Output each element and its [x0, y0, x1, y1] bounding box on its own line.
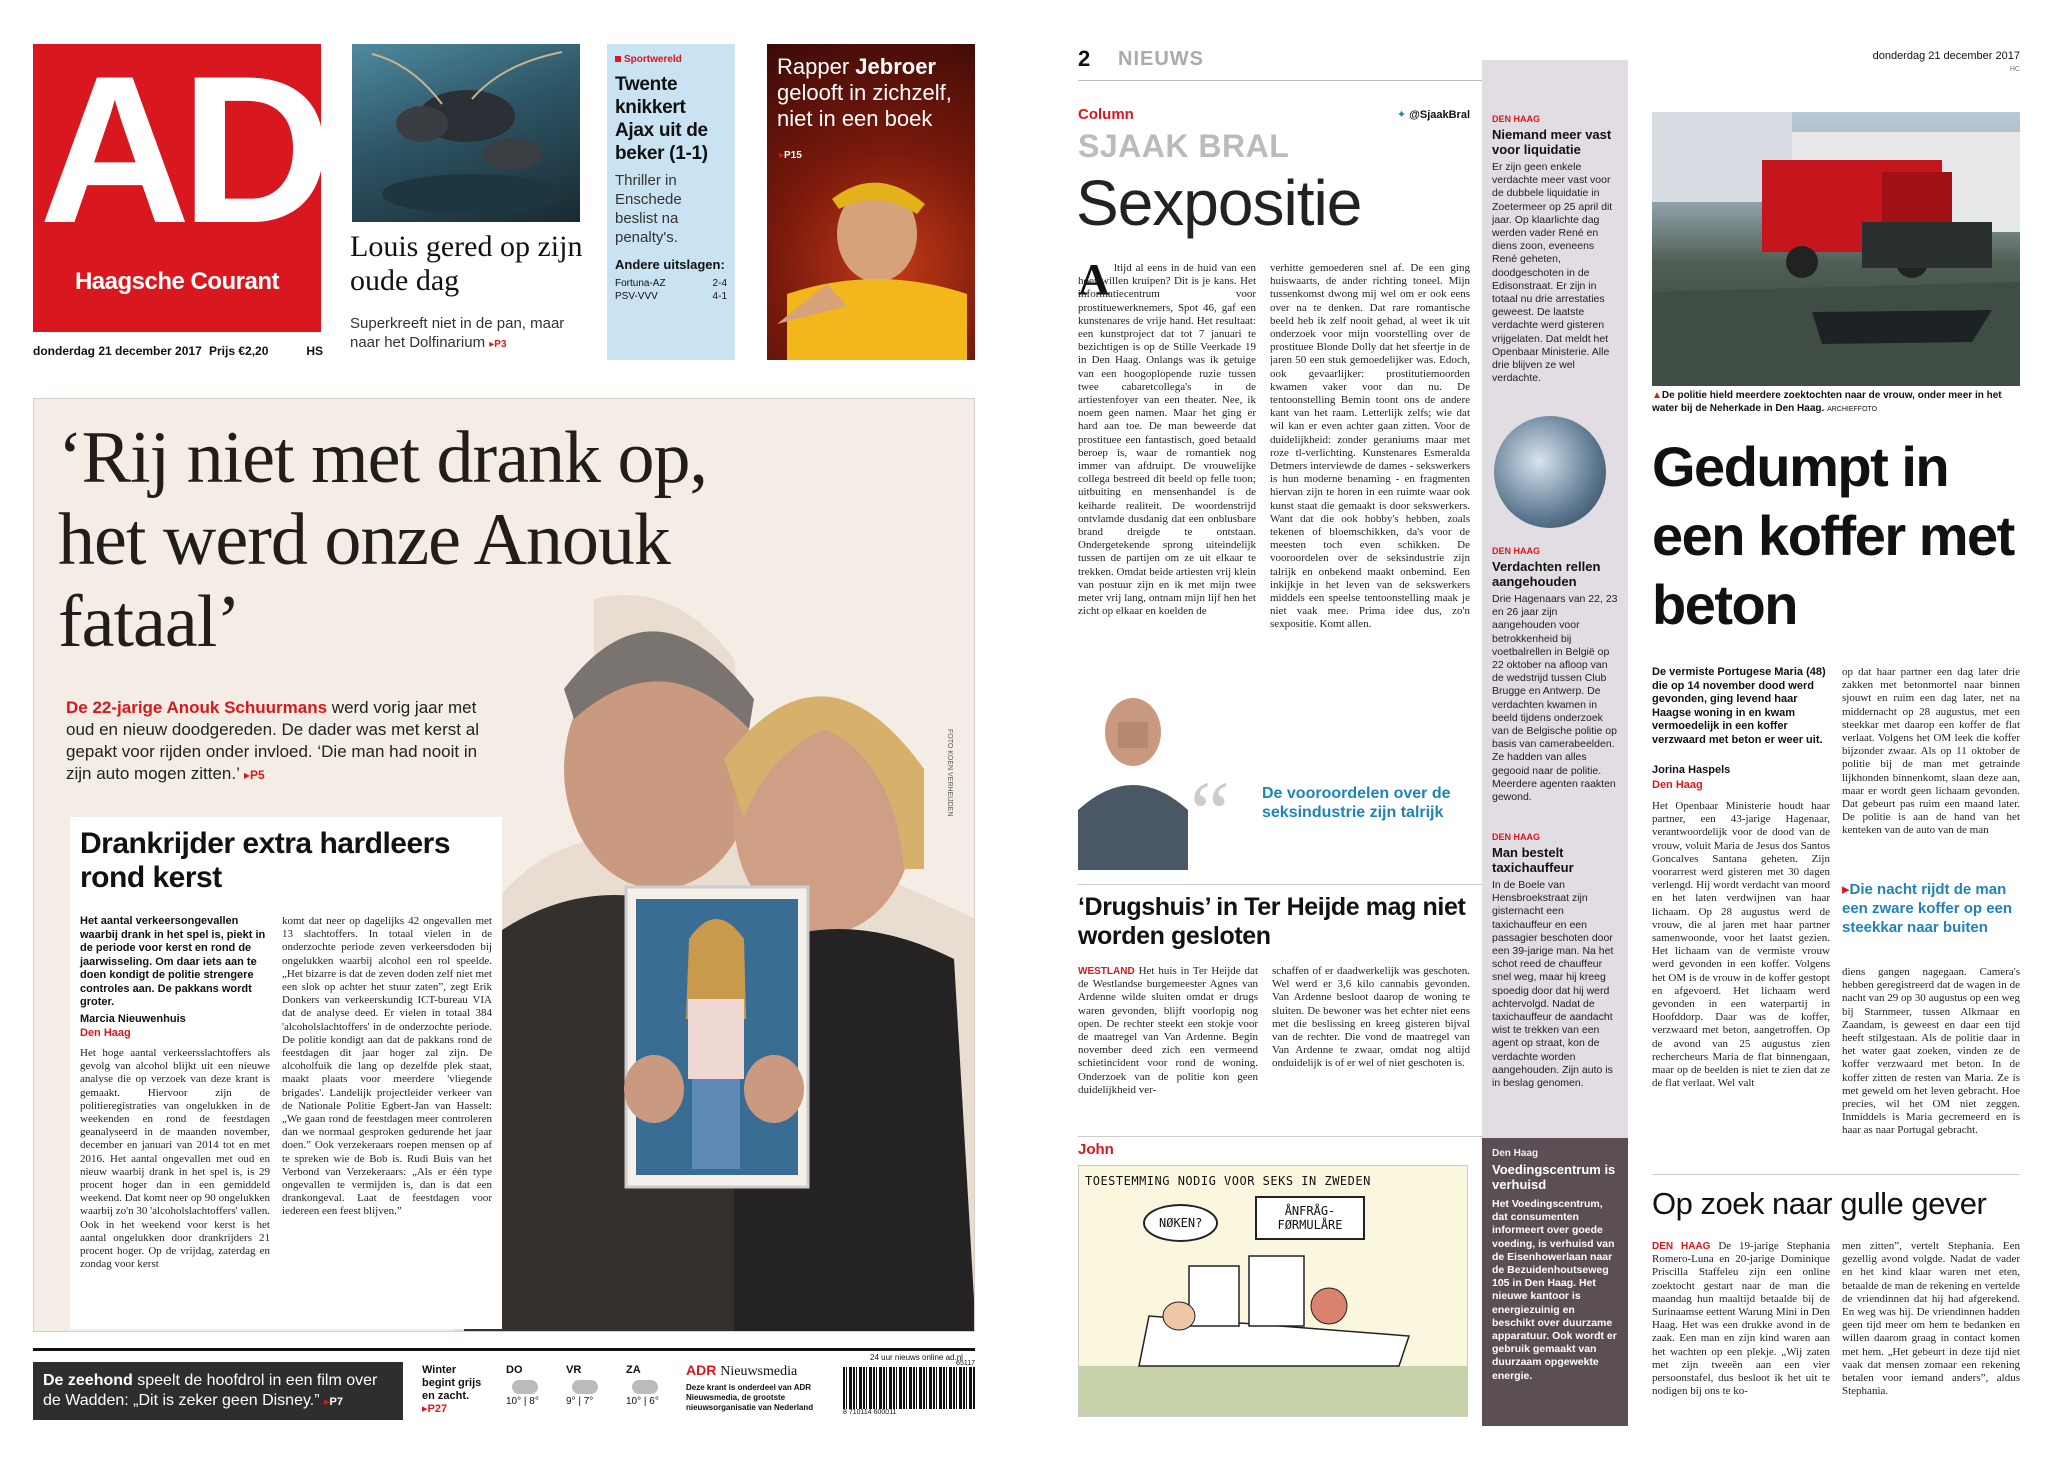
weather-summary: Winter begint grijs en zacht. [422, 1364, 482, 1402]
barcode-top: 65117 [956, 1360, 975, 1367]
footer-rule [33, 1348, 975, 1351]
barcode-number: 8 710114 600011 [843, 1409, 897, 1416]
weather-day [566, 1364, 616, 1407]
day-temps: 10° | 6° [626, 1396, 659, 1407]
jebroer-pre: Rapper [777, 54, 856, 79]
drugshuis-col2: schaffen of er daadwerkelijk was geschoten. Wel werd er 3,6 kilo cannabis gevonden. Van Ardenne besloot daarop de woning te sluiten. De bewoner was het echter niet eens met die beslissing en kreeg gisteren bijval van de rechter. Die vond de maatregel van Van Ardenne te zwaar, omdat nog altijd onduidelijk is of er wel of niet geschoten is. [1272, 965, 1470, 1070]
teaser-jebroer[interactable] [767, 44, 975, 360]
cloud-icon [632, 1380, 658, 1394]
drugshuis-col1 [1078, 965, 1258, 1115]
price: Prijs €2,20 [209, 344, 269, 358]
koffer-quote-text: Die nacht rijdt de man een zware koffer op een steekkar naar buiten [1842, 881, 2013, 936]
sidebar-title: Man bestelt taxichauffeur [1492, 845, 1574, 875]
gever-rule [1652, 1174, 2020, 1175]
jebroer-text [777, 54, 969, 132]
photo-credit: FOTO KOEN VERHEIJDEN [946, 729, 953, 817]
adr-logo [686, 1362, 832, 1380]
box-author: Marcia Nieuwenhuis [80, 1013, 186, 1025]
bubble-1: NØKEN? [1143, 1204, 1218, 1242]
zeehond-ref: P7 [329, 1396, 344, 1408]
sidebar-body: In de Boele van Hensbroekstraat zijn gisternacht een taxichauffeur en een passagier beschoten door een 39-jarige man. Na het schot reed de chauffeur snel weg, maar hij kreeg spoedig door dat hij werd achtervolgd. Nadat de taxichauffeur de aandacht wist te trekken van een agent op straat, kon de verdachte worden aangehouden. Zijn auto is in beslag genomen. [1492, 879, 1614, 1090]
teaser-lobster-headline: Louis gered op zijn oude dag [350, 230, 583, 297]
ad-logo-letters: AD [39, 32, 323, 267]
cartoon-frame [1078, 1165, 1468, 1417]
adr-logo-text: ADR [686, 1362, 717, 1378]
gever-col2: men zitten”, vertelt Stephania. Een gezellig avond volgde. Nadat de vader en het kind klaar waren met eten, betaalde de man de rekening en vertelde de vriendinnen dat hij had afgerekend. En weg was hij. De vriendinnen hadden geen tijd meer om hem te bedanken en willen daarom graag in contact komen met hem. „Het gebeurt in deze tijd niet vaak dat mensen zomaar een rekening betalen voor iemand anders”, aldus Stephania. [1842, 1240, 2020, 1398]
lobster-photo [352, 44, 580, 222]
twitter-icon: ✦ [1396, 109, 1407, 121]
adr-name: Nieuwsmedia [720, 1364, 798, 1379]
adr-text: Deze krant is onderdeel van ADR Nieuwsmedia, de grootste nieuwsorganisatie van Nederland [686, 1383, 814, 1412]
fire-truck-icon [1652, 112, 2020, 386]
koffer-col1: Het Openbaar Ministerie houdt haar partner, een 43-jarige Hagenaar, verantwoordelijk voor de dood van de vrouw, voluit Maria de Jesus dos Santos Goncalves Santana geheten. Zijn voorarrest werd gisteren met 30 dagen verlengd. Hij wordt verdacht van moord en het laten verdwijnen van haar lichaam. Op 28 augustus werd de vrouw, die al jaren met haar partner samenwoonde, voor het laatst gezien. Het lichaam van de vermiste vrouw werd gevonden in een koffer. Volgens het OM is de vrouw in de koffer gestopt en afgevoerd. Het lichaam werd gevonden in een waterpartij in Hoofddorp. Daar was de koffer, verzwaard met beton, aangetroffen. Op de avond van 25 augustus zien rechercheurs Maria de flat binnengaan, maar op de beelden is niet te zien dat ze de flat verlaat. Wel valt [1652, 800, 1830, 1090]
photo-caption-text: De politie hield meerdere zoektochten naar de vrouw, onder meer in het water bij de Neherkade in Den Haag. [1652, 390, 2002, 414]
score: 4-1 [712, 291, 727, 302]
day-temps: 9° | 7° [566, 1396, 594, 1407]
lead-rest: werd vorig jaar met oud en nieuw doodgereden. De dader was met kerst al gepakt voor rijden onder invloed. ‘Die man had nooit in zijn auto mogen zitten.’ [66, 698, 479, 783]
gever-headline: Op zoek naar gulle gever [1652, 1186, 1987, 1221]
drugshuis-headline: ‘Drugshuis’ in Ter Heijde mag niet worden gesloten [1078, 893, 1466, 950]
column-col1: ltijd al eens in de huid van een hoer willen kruipen? Dit is je kans. Het informatiecentrum voor prostituewerknemers, Spot 46, gaf een kunstenares de vrije hand. Het resultaat: een kunstproject dat tot 7 januari te bezichtigen is op de Stille Veerkade 19 in Den Haag. Onlangs was ik getuige van een hoogoplopende ruzie tussen twee cabaretcollega's in de artiestenfoyer van een theater. Nee, ik noem geen namen. Maar het ging er hard aan toe. De man beweerde dat prostituee een fantastisch, goed betaald beroep is, waar de romantiek nog immer van afdruipt. De vrouwelijke collega bestreed dit beeld op felle toon; uitbuiting en mensenhandel is de keiharde realiteit. De woordenstrijd ontvlamde dusdanig dat een onblusbare brand dreigde te ontstaan. Ondergetekende sprong uiteindelijk tussen de partijen om ze uit elkaar te trekken. Omdat beide artiesten vrij klein van postuur zijn en ik met mijn twee meter vrij lang, ontnam mijn lijf hen het zicht op elkaar en koelden de [1078, 262, 1256, 618]
bubble-2: ÅNFRÅG-FØRMULÅRE [1255, 1196, 1365, 1240]
box-place: Den Haag [80, 1027, 131, 1039]
section-name: NIEUWS [1118, 48, 1204, 70]
barcode-icon [843, 1367, 975, 1409]
lead-ref: P5 [250, 768, 265, 782]
koffer-intro: De vermiste Portugese Maria (48) die op 14 november dood werd gevonden, ging levend haar Haagse woning in en kwam vermoedelijk in een koffer verzwaard met beton er weer uit. [1652, 666, 1826, 746]
koffer-author: Jorina Haspels [1652, 764, 1731, 776]
edition-name: Haagsche Courant [74, 268, 280, 295]
adr-block[interactable] [686, 1362, 832, 1420]
column-author: SJAAK BRAL [1078, 128, 1290, 164]
dateline [33, 344, 323, 360]
box-title: Voedingscentrum is verhuisd [1492, 1162, 1616, 1192]
cartoon-caption: TOESTEMMING NODIG VOOR SEKS IN ZWEDEN [1085, 1174, 1371, 1188]
teaser-sport[interactable] [607, 44, 735, 360]
koffer-col2: op dat haar partner een dag later drie zakken met betonmortel naar binnen sjouwt en ruim een dag later, net na middernacht op 28 augustus, met een steekkar met daarop een koffer de flat verlaat. Volgens het OM leek die koffer bijzonder zwaar. Als op 11 oktober de politie bij de man met getrainde lijkhonden binnenkomt, slaan deze aan, maar er wordt geen lichaam gevonden. Dat gebeurt pas ruim een maand later. De politie is aan de hand van het kenteken van de auto van de man [1842, 666, 2020, 837]
sport-section [615, 54, 727, 65]
page-date: donderdag 21 december 2017 [1872, 50, 2020, 62]
sidebar-body: Drie Hagenaars van 22, 23 en 26 jaar zijn aangehouden voor betrokkenheid bij voetbalrellen in België op 22 oktober na afloop van de wedstrijd tussen Club Brugge en Antwerp. De verdachten kwamen in beeld tijdens onderzoek van de Belgische politie op basis van camerabeelden. Ze hadden van alles gegooid naar de politie. Meerdere agenten raakten gewond. [1492, 593, 1618, 804]
day-label: VR [566, 1364, 582, 1376]
zeehond-rest: speelt de hoofdrol in een film over de Wadden: „Dit is zeker geen Disney.” [43, 1372, 378, 1409]
voedingscentrum-box[interactable] [1482, 1138, 1628, 1426]
drugshuis-col1-text: Het huis in Ter Heijde dat de Westlandse burgemeester Agnes van Ardenne wilde sluiten omdat er drugs waren gevonden, blijft voorlopig nog open. De rechter steekt een stokje voor de maatregel van Van Ardenne. Begin november deed zich een vermeend schietincident voor rond de woning. Onderzoek van de politie kon geen duidelijkheid ver- [1078, 965, 1258, 1096]
box-place: Den Haag [1492, 1148, 1539, 1159]
koffer-col2b: diens gangen nagegaan. Camera's hebben geregistreerd dat de wagen in de nacht van 29 op 30 augustus op een weg bij Starnmeer, tussen Alkmaar en Zaandam, is geweest en daar een tijd heeft stilgestaan. Als de politie daar in het water gaat zoeken, vinden ze de koffer verzwaard met beton. In de koffer zitten de resten van Maria. Ze is met geweld om het leven gebracht. Hoe precies, wil het OM niet zeggen. Inmiddels is Maria gecremeerd en is haar as naar Portugal gebracht. [1842, 966, 2020, 1137]
weather-text: Winter begint grijs en zacht. ▸P27 [422, 1364, 482, 1415]
jebroer-ref: ▸P15 [779, 150, 802, 161]
match: PSV-VVV [615, 291, 658, 302]
drugshuis-article[interactable] [1078, 884, 1482, 1124]
column-col2: verhitte gemoederen snel af. De een ging huiswaarts, de ander richting toneel. Mijn tussenkomst dwong mij wel om er ook eens over na te denken. Dat rare romantische beeld heb ik zelf nooit gehad, al weet ik uit onderzoek voor mijn voorstelling over de prostituee Blonde Dolly dat het sfeertje in de jaren 50 een stuk gemoedelijker was. Edoch, ook gevaarlijker: prostitutiemoorden kwamen vaker voor dan nu. De tentoonstelling Bemin toont ons de andere kant van het raam. Letterlijk zelfs; wie dat wil kan er even achter gaan zitten. Voor de duidelijkheid: zonder geraniums maar met roze tl-verlichting. Kunstenares Esmeralda Detmers interviewde de dames - sekswerkers is hun moderne benaming - en fragmenten hiervan zijn te horen in een ruimte waar ook kunst staat die gemaakt is door sekswerkers. Want dat die ook hobby's hebben, zoals tekenen of bloemschikken, da's voor de meesten toch even schikken. De vooroordelen over de seksindustrie zijn talrijk en onbekend maakt onbemind. Een inkijkje in het leven van de sekswerkers middels een speelse tentoonstelling maak je niet vaak mee. Prima idee dus, zo'n sexpositie. Komt allen. [1270, 262, 1470, 631]
sidebar-body: Er zijn geen enkele verdachte meer vast voor de dubbele liquidatie in Zoetermeer op 25 april dit jaar. Op klaarlichte dag werden vader René en diens zoon, eveneens René geheten, doodgeschoten in de Edisonstraat. Er zijn in totaal nu drie arrestaties geweest. De laatste verdachte werd gisteren vrijgelaten. Dat meldt het Openbaar Ministerie. Alle drie blijven ze wel verdachte. [1492, 161, 1613, 385]
koffer-place: Den Haag [1652, 779, 1703, 791]
barcode [843, 1360, 975, 1420]
weather-day [626, 1364, 676, 1407]
column-section[interactable] [1078, 104, 1482, 874]
twitter-handle [1397, 108, 1470, 121]
sport-results-title: Andere uitslagen: [615, 257, 725, 272]
weather-ref: P27 [427, 1403, 448, 1415]
lead-red: De 22-jarige Anouk Schuurmans [66, 698, 328, 717]
koffer-headline: Gedumpt in een koffer met beton [1652, 435, 2014, 636]
jebroer-ref-text: P15 [784, 150, 802, 161]
zeehond-bold: De zeehond [43, 1372, 133, 1389]
main-lead: De 22-jarige Anouk Schuurmans werd vorig jaar met oud en nieuw doodgereden. De dader was met kerst al gepakt voor rijden onder invloed. ‘Die man had nooit in zijn auto mogen zitten.’ ▸P5 [66, 698, 479, 783]
box-body: Het Voedingscentrum, dat consumenten informeert over goede voeding, is verhuisd van de Eisenhowerlaan naar de Bezuidenhoutseweg 105 in Den Haag. Het nieuwe kantoor is energiezuinig en beschikt over duurzame apparatuur. Ook wordt er gebruik gemaakt van duurzaam opgewekte energie. [1492, 1198, 1617, 1382]
koffer-quote [1842, 880, 2020, 937]
sport-result-row [615, 278, 727, 289]
sidebar-item[interactable] [1482, 832, 1628, 1149]
teaser-lobster-ref: P3 [494, 339, 507, 350]
score: 2-4 [712, 278, 727, 289]
teaser-lobster[interactable] [348, 44, 584, 360]
gever-col1 [1652, 1240, 1830, 1420]
box-headline: Drankrijder extra hardleers rond kerst [80, 827, 451, 894]
sidebar-item[interactable] [1482, 546, 1628, 839]
ad-logo[interactable] [33, 32, 323, 332]
quote-arrow-icon: ▸ [1842, 881, 1850, 898]
sport-section-text: Sportwereld [624, 54, 682, 65]
box-col2: komt dat neer op dagelijks 42 ongevallen met 13 slachtoffers. In totaal vielen in de onderzochte periode zeven verkeersdoden bij ongelukken waarbij alcohol een rol speelde. „Het bizarre is dat de zeven doden zelf niet met een slok op achter het stuur zaten”, zegt Erik Donkers van verkeerskundig ICT-bureau VIA dat de analyse deed. Er vielen in totaal 384 'alcoholslachtoffers' in de onderzochte periode. De politie kondigt aan dat de pakkans rond de feestdagen dit jaar hoger zal zijn. De alcoholfuik die lang op dezelfde plek staat, maakt plaats voor meerdere 'vliegende brigades'. Landelijk projectleider verkeer van de Nationale Politie Egbert-Jan van Hasselt: „We gaan rond de feestdagen meer controleren dan we normaal gesproken gedurende het jaar doen.” Ook verzekeraars roepen mensen op af te spreken wie de Bob is. Rudi Buis van het Verbond van Verzekeraars: „Als er één type ongevallen te vermijden is, dan is dat een drankongeval. Laat de feestdagen voor iedereen een feest blijven.” [282, 915, 492, 1218]
date: donderdag 21 december 2017 [33, 344, 202, 358]
column-title: Sexpositie [1076, 167, 1362, 239]
drank-box[interactable] [70, 817, 502, 1329]
sidebar-place: DEN HAAG [1492, 546, 1541, 556]
column-dropcap: A [1078, 255, 1110, 304]
columnist-photo [1078, 670, 1188, 870]
jebroer-name: Jebroer [855, 54, 936, 79]
sidebar-place: DEN HAAG [1492, 832, 1541, 842]
news-sidebar[interactable] [1482, 60, 1628, 1138]
online-text: 24 uur nieuws online ad.nl [870, 1353, 963, 1362]
column-quote: De vooroordelen over de seksindustrie zijn talrijk [1262, 785, 1451, 821]
day-label: ZA [626, 1364, 641, 1376]
quote-mark-icon: “ [1190, 764, 1230, 863]
gever-place: DEN HAAG [1652, 1241, 1711, 1252]
sidebar-title: Niemand meer vast voor liquidatie [1492, 127, 1612, 157]
drugshuis-place: WESTLAND [1078, 966, 1135, 977]
cloud-icon [572, 1380, 598, 1394]
weather[interactable] [418, 1362, 670, 1420]
edition-code: HS [306, 344, 323, 358]
main-headline: ‘Rij niet met drank op, het werd onze Anouk fataal’ [58, 417, 708, 663]
match: Fortuna-AZ [615, 278, 666, 289]
box-col1: Het hoge aantal verkeersslachtoffers als gevolg van alcohol blijkt uit een nieuwe analyse die op verzoek van deze krant is gemaakt. Hiervoor zijn de politieregistraties van ongelukken in de weekenden en rond de feestdagen geanalyseerd in de maanden november, december en januari van 2014 tot en met 2016. Het aantal ongevallen met oud en nieuw waarbij drank in het spel is, is 29 procent hoger dan in een gemiddeld weekend. Dat komt neer op 90 ongelukken waarbij zo'n 30 'alcoholslachtoffers' vallen. Ook in het weekend voor kerst is het aantal ongelukken door drankrijders 21 procent hoger. Op de vrijdag, zaterdag en zondag voor kerst [80, 1047, 270, 1271]
sidebar-place: DEN HAAG [1492, 114, 1541, 124]
box-intro: Het aantal verkeersongevallen waarbij drank in het spel is, piekt in de periode voor kerst en rond de jaarwisseling. Om daar iets aan te doen kondigt de politie strengere controles aan. De pakkans wordt groter. [80, 915, 266, 1008]
cartoon[interactable] [1078, 1136, 1482, 1426]
bed-drawing [1079, 1166, 1467, 1416]
lobster-icon [352, 44, 580, 222]
photo-caption: ▲De politie hield meerdere zoektochten naar de vrouw, onder meer in het water bij de Neherkade in Den Haag. ARCHIEFFOTO [1652, 390, 2002, 414]
sport-headline: Twente knikkert Ajax uit de beker (1-1) [615, 74, 708, 164]
jebroer-rest: gelooft in zichzelf, niet in een boek [777, 80, 952, 131]
sidebar-photo [1494, 416, 1606, 528]
day-label: DO [506, 1364, 523, 1376]
page-number: 2 [1078, 46, 1091, 71]
page-code: HC [2009, 66, 2020, 73]
teaser-lobster-sub: Superkreeft niet in de pan, maar naar het Dolfinarium ▸P3 [350, 315, 565, 351]
sidebar-item[interactable] [1482, 114, 1628, 405]
weather-day [506, 1364, 556, 1407]
twitter-text: @SjaakBral [1409, 109, 1470, 121]
police-photo [1652, 112, 2020, 386]
column-label: Column [1078, 106, 1134, 123]
sport-result-row [615, 291, 727, 302]
sport-sub: Thriller in Enschede beslist na penalty's. [615, 172, 682, 246]
teaser-lobster-sub-text: Superkreeft niet in de pan, maar naar het Dolfinarium [350, 315, 565, 351]
header-rule [1078, 80, 1482, 81]
sidebar-title: Verdachten rellen aangehouden [1492, 559, 1601, 589]
cartoon-label: John [1078, 1141, 1114, 1158]
day-temps: 10° | 8° [506, 1396, 539, 1407]
main-story[interactable] [33, 398, 975, 1332]
photo-credit-text: ARCHIEFFOTO [1827, 405, 1878, 413]
zeehond-teaser[interactable]: De zeehond speelt de hoofdrol in een film over de Wadden: „Dit is zeker geen Disney.” ▸P7 [33, 1362, 403, 1420]
gever-col1-text: De 19-jarige Stephania Romero-Luna en 20-jarige Dominique Priscilla Staffeleu zijn een online zoektocht gestart naar de man die maandag hun maaltijd betaalde bij de Surinaamse eettent Warung Mini in Den Haag. Het was een drukke avond in de zaak. Een man en zijn kind waren aan het wachten op een plekje. „Wij zaten met zijn tweeën aan een vier persoonstafel, dus besloot ik het uit te nodigen bij ons te ko- [1652, 1240, 1830, 1398]
cloud-icon [512, 1380, 538, 1394]
